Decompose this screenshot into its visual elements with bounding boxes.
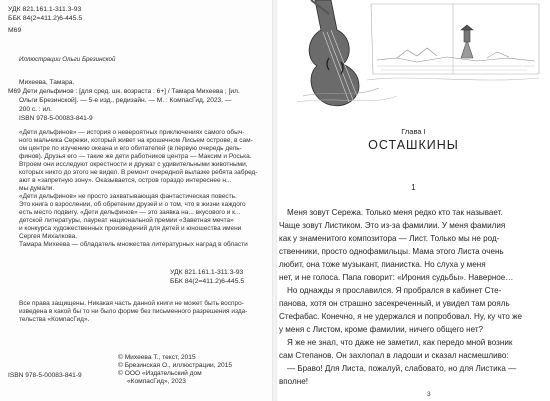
catalog-line: 200 с. : ил. <box>19 106 52 113</box>
left-page <box>0 0 272 401</box>
annotation-line: есть место подвигу. «Дети дельфинов» — это заявка на... вкусового и к... <box>19 209 241 216</box>
text-line: у меня с Листом, кроме фамилии, ничего общего нет? <box>279 325 484 334</box>
annotation-line: «Дети дельфинов» не просто захватывающая фантастическая повесть. <box>19 193 237 200</box>
text-line: Чаще зовут Листиком. Это из-за фамилии. У меня фамилия <box>279 221 506 230</box>
illustrator-credit: Иллюстрации Ольги Брезинской <box>19 56 116 63</box>
text-line: любит, она тоже музыкант, пианистка. Но слуха у меня <box>279 260 486 269</box>
annotation-line: Тамара Михеева — обладатель множества литературных наград в области <box>19 241 248 248</box>
text-line: — Браво! Для Листа, пожалуй, слабовато, но для Листика — <box>287 364 517 373</box>
copyright-line: © Брезинская О., иллюстрации, 2015 <box>118 362 233 369</box>
copyright-line: © Михеева Т., текст, 2015 <box>118 354 196 361</box>
rights-line: изведена в какой бы то ни было форме без письменного разрешения изда- <box>19 308 248 315</box>
right-page <box>277 0 550 401</box>
text-line: Но однажды я прославился. Я пробрался в кабинет Сте- <box>287 286 502 295</box>
catalog-author: Михеева, Тамара. <box>19 79 75 86</box>
annotation-line: Это книга о взрослении, об обретении друзей и о том, что в жизни каждого <box>19 201 246 208</box>
catalog-isbn: ISBN 978-5-00083-841-9 <box>19 115 93 122</box>
text-line: Я же не знал, что даже не заметил, как передо мной возник <box>287 338 513 347</box>
text-line: как у знаменитого композитора — Лист. Только мы не род- <box>279 234 500 243</box>
chapter-illustration <box>277 0 550 110</box>
author-mark: М69 <box>8 27 22 34</box>
annotation-line: которых никто до этого не видел. В ремонт очередной вылазке ребята забред- <box>19 169 258 176</box>
annotation-line: ом центре по изучению океана и его обитателей (в первую очередь дель- <box>19 145 242 152</box>
isbn-bottom: ISBN 978-5-00083-841-9 <box>8 372 82 379</box>
catalog-line: М69 Дети дельфинов : [для сред. шк. возраста : 6+] / Тамара Михеева ; [ил. <box>8 88 240 95</box>
chapter-label: Глава I <box>401 127 426 136</box>
bbk-code: ББК 84(2=411.2)6-445.5 <box>8 15 83 22</box>
text-line: вполне! <box>279 377 308 386</box>
udk-code: УДК 821.161.1-311.3-93 <box>8 6 82 13</box>
text-line: нет, и не голоса. Папа говорит: «Ирония судьбы». Наверное… <box>279 273 514 282</box>
annotation-line: ают в «запретную зону». Оказывается, остров гораздо интереснее н... <box>19 177 232 184</box>
page-number: 3 <box>427 391 431 398</box>
chapter-title: ОСТАШКИНЫ <box>368 138 459 152</box>
annotation-line: Сергея Михалкова. <box>19 233 78 240</box>
text-line: Меня зовут Сережа. Только меня редко кто так называет. <box>287 208 503 217</box>
annotation-line: Втроем они исследуют окрестности и дружат с удивительными животными, <box>19 161 248 168</box>
text-line: сам Степанов. Он захлопал в ладоши и сказал насмешливо: <box>279 351 509 360</box>
annotation-line: детской литературы, лауреат национальной премии «Заветная мечта» <box>19 217 234 224</box>
text-line: панова, хотя он страшно засекреченный, и увидел там рояль <box>279 299 510 308</box>
rights-line: тельства «КомпасГид». <box>19 316 90 323</box>
copyright-line: «КомпасГид», 2023 <box>127 378 186 385</box>
annotation-line: финов). Друзья его — такие же дети работников центра — Максим и Роська. <box>19 153 252 160</box>
violin-illustration <box>297 0 397 106</box>
annotation-line: ного мальчика Сережи, который живет на крошечном Лисьем острове, в сам- <box>19 137 253 144</box>
bbk-code-bottom: ББК 84(2=411.2)6-445.5 <box>170 278 245 285</box>
annotation-line: «Дети дельфинов» — история о невероятных приключениях самого обыч- <box>19 129 245 136</box>
catalog-line: Ольги Брезинской]. — 5-е изд., редизайн. — М. : КомпасГид, 2023. — <box>19 97 232 104</box>
text-line: Стефабас. Конечно, я не удержался и попробовал. Ну, ку что же <box>279 312 523 321</box>
annotation-line: мы думали. <box>19 185 55 192</box>
rights-line: Все права защищены. Никакая часть данной книги не может быть воспро- <box>19 300 244 307</box>
annotation-line: и конкурса художественных произведений для детей и юношества имени <box>19 225 242 232</box>
copyright-line: © ООО «Издательский дом <box>118 370 202 377</box>
text-line: ственники, просто однофамильцы. Мама этого Листа очень <box>279 247 504 256</box>
section-number: 1 <box>411 183 416 192</box>
udk-code-bottom: УДК 821.161.1-311.3-93 <box>170 269 244 276</box>
seascape-illustration <box>367 4 539 80</box>
